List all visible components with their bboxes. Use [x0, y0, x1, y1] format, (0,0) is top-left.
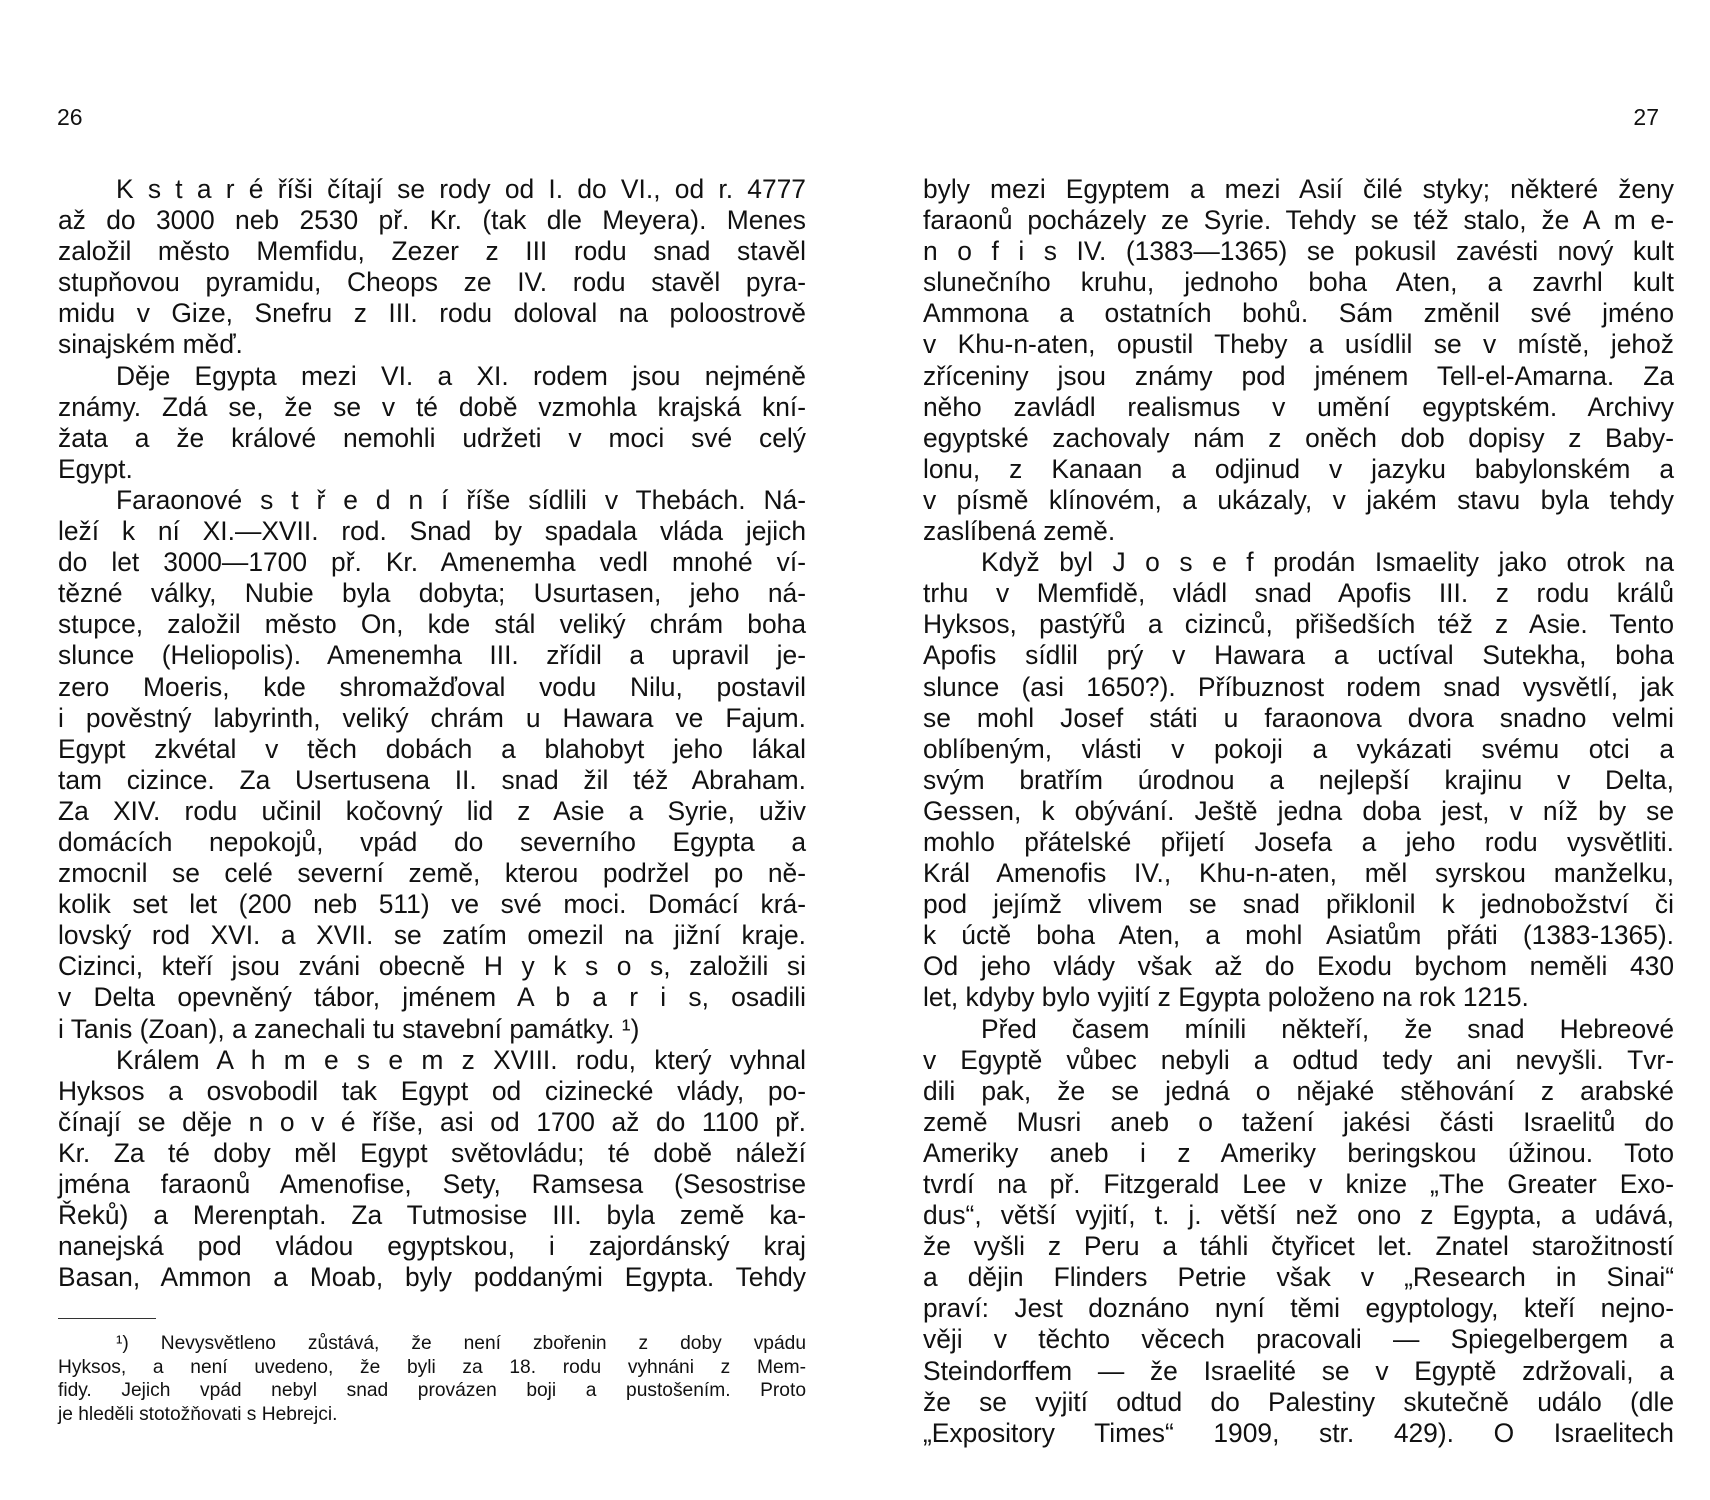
text-line: dili pak, že se jedná o nějaké stěhování z arabské	[923, 1075, 1674, 1106]
text-line: je hleděli stotožňovati s Hebrejci.	[58, 1403, 338, 1425]
text-line: fidy. Jejich vpád nebyl snad provázen boji a pustošením. Proto	[58, 1380, 806, 1401]
text-line: v písmě klínovém, a ukázaly, v jakém stavu byla tehdy	[923, 484, 1674, 515]
text-line: Gessen, k obývání. Ještě jedna doba jest, v níž by se	[923, 795, 1674, 826]
page-number: 27	[1633, 104, 1659, 130]
text-line: Králem A h m e s e m z XVIII. rodu, který vyhnal	[116, 1044, 806, 1075]
text-line: kolik set let (200 neb 511) ve své moci. Domácí krá-	[58, 889, 806, 920]
text-line: Hyksos a osvobodil tak Egypt od cizinecké vlády, po-	[58, 1075, 806, 1106]
text-line: a dějin Flinders Petrie však v „Research in Sinai“	[923, 1262, 1674, 1293]
text-line: i pověstný labyrinth, veliký chrám u Hawara ve Fajum.	[58, 702, 806, 733]
text-line: dus“, větší vyjití, t. j. větší než ono z Egypta, a udává,	[923, 1200, 1674, 1231]
text-line: že vyšli z Peru a táhli čtyřicet let. Znatel starožitností	[923, 1231, 1674, 1262]
text-line: Basan, Ammon a Moab, byly poddanými Egypta. Tehdy	[58, 1262, 806, 1293]
text-line: že se vyjití odtud do Palestiny skutečně událo (dle	[923, 1386, 1674, 1417]
text-line: až do 3000 neb 2530 př. Kr. (tak dle Meyera). Menes	[58, 205, 806, 236]
page-number: 26	[57, 104, 83, 130]
text-line: Steindorffem — že Israelité se v Egyptě zdržovali, a	[923, 1355, 1674, 1386]
page-body-text	[923, 174, 1674, 1449]
text-line: stupce, založil město On, kde stál veliký chrám boha	[58, 609, 806, 640]
text-line: známy. Zdá se, že se v té době vzmohla krajská kní-	[58, 391, 806, 422]
text-line: ¹) Nevysvětleno zůstává, že není zbořenin z doby vpádu	[116, 1333, 806, 1354]
text-line: lonu, z Kanaan a odjinud v jazyku babylonském a	[923, 453, 1674, 484]
text-line: jména faraonů Amenofise, Sety, Ramsesa (Sesostrise	[58, 1169, 806, 1199]
text-line: k úctě boha Aten, a mohl Asiatům přáti (1383-1365).	[923, 920, 1674, 951]
text-line: Když byl J o s e f prodán Ismaelity jako otrok na	[981, 547, 1674, 578]
text-line: slunečního kruhu, jednoho boha Aten, a zavrhl kult	[923, 267, 1674, 298]
text-line: žata a že králové nemohli udržeti v moci své celý	[58, 422, 806, 453]
text-line: praví: Jest doznáno nyní těmi egyptology, kteří nejno-	[923, 1293, 1674, 1324]
text-line: leží k ní XI.—XVII. rod. Snad by spadala vláda jejich	[58, 516, 806, 547]
text-line: stupňovou pyramidu, Cheops ze IV. rodu stavěl pyra-	[58, 267, 806, 298]
text-line: Ameriky aneb i z Ameriky beringskou úžinou. Toto	[923, 1137, 1674, 1168]
page-body-text	[58, 174, 806, 1293]
text-line: midu v Gize, Snefru z III. rodu doloval na poloostrově	[58, 298, 806, 329]
text-line: trhu v Memfidě, vládl snad Apofis III. z rodu králů	[923, 578, 1674, 609]
footnote	[58, 1332, 806, 1426]
text-line: let, kdyby bylo vyjití z Egypta položeno na rok 1215.	[923, 982, 1529, 1013]
text-line: Řeků) a Merenptah. Za Tutmosise III. byla země ka-	[58, 1200, 806, 1231]
footnote-rule	[58, 1318, 156, 1319]
text-line: Ammona a ostatních bohů. Sám změnil své jméno	[923, 298, 1674, 329]
text-line: Cizinci, kteří jsou zváni obecně H y k s o s, založili si	[58, 951, 806, 982]
text-line: Faraonové s t ř e d n í říše sídlili v Thebách. Ná-	[116, 484, 806, 515]
text-line: země Musri aneb o tažení jakési části Israelitů do	[923, 1106, 1674, 1137]
text-line: n o f i s IV. (1383—1365) se pokusil zavésti nový kult	[923, 236, 1674, 267]
text-line: mohlo přátelské přijetí Josefa a jeho rodu vysvětliti.	[923, 826, 1674, 857]
text-line: byly mezi Egyptem a mezi Asií čilé styky; některé ženy	[923, 174, 1674, 204]
text-line: sinajském měď.	[58, 329, 243, 360]
text-line: Za XIV. rodu učinil kočovný lid z Asie a Syrie, uživ	[58, 795, 806, 826]
text-line: Kr. Za té doby měl Egypt světovládu; té době náleží	[58, 1137, 806, 1168]
text-line: slunce (Heliopolis). Amenemha III. zřídil a upravil je-	[58, 640, 806, 671]
text-line: Od jeho vlády však až do Exodu bychom neměli 430	[923, 951, 1674, 982]
text-line: K s t a r é říši čítají se rody od I. do VI., od r. 4777	[116, 174, 806, 204]
text-line: čínají se děje n o v é říše, asi od 1700 až do 1100 př.	[58, 1106, 806, 1137]
text-line: Egypt zkvétal v těch dobách a blahobyt jeho lákal	[58, 733, 806, 764]
text-line: oblíbeným, vlásti v pokoji a vykázati svému otci a	[923, 733, 1674, 764]
text-line: Děje Egypta mezi VI. a XI. rodem jsou nejméně	[116, 360, 806, 391]
right-page	[855, 0, 1710, 1500]
text-line: se mohl Josef státi u faraonova dvora snadno velmi	[923, 702, 1674, 733]
text-line: něho zavládl realismus v umění egyptském. Archivy	[923, 391, 1674, 422]
text-line: Apofis sídlil prý v Hawara a uctíval Sutekha, boha	[923, 640, 1674, 671]
text-line: Egypt.	[58, 453, 133, 484]
text-line: v Khu-n-aten, opustil Theby a usídlil se v místě, jehož	[923, 329, 1674, 360]
text-line: zaslíbená země.	[923, 516, 1116, 547]
text-line: do let 3000—1700 př. Kr. Amenemha vedl mnohé ví-	[58, 547, 806, 578]
text-line: zmocnil se celé severní země, kterou podržel po ně-	[58, 858, 806, 889]
text-line: i Tanis (Zoan), a zanechali tu stavební památky. ¹)	[58, 1013, 640, 1044]
text-line: Král Amenofis IV., Khu-n-aten, měl syrskou manželku,	[923, 858, 1674, 889]
text-line: faraonů pocházely ze Syrie. Tehdy se též stalo, že A m e-	[923, 205, 1674, 236]
text-line: Hyksos, pastýřů a cizinců, přišedších též z Asie. Tento	[923, 609, 1674, 640]
text-line: zero Moeris, kde shromažďoval vodu Nilu, postavil	[58, 671, 806, 702]
text-line: založil město Memfidu, Zezer z III rodu snad stavěl	[58, 236, 806, 267]
text-line: tam cizince. Za Usertusena II. snad žil též Abraham.	[58, 764, 806, 795]
text-line: Před časem mínili někteří, že snad Hebreové	[981, 1013, 1674, 1044]
text-line: tězné války, Nubie byla dobyta; Usurtasen, jeho ná-	[58, 578, 806, 609]
text-line: domácích nepokojů, vpád do severního Egypta a	[58, 826, 806, 857]
text-line: „Expository Times“ 1909, str. 429). O Israelitech	[923, 1417, 1674, 1448]
text-line: pod jejímž vlivem se snad přiklonil k jednobožství či	[923, 889, 1674, 920]
text-line: slunce (asi 1650?). Příbuznost rodem snad vysvětlí, jak	[923, 671, 1674, 702]
text-line: nanejská pod vládou egyptskou, i zajordánský kraj	[58, 1231, 806, 1262]
text-line: v Delta opevněný tábor, jménem A b a r i s, osadili	[58, 982, 806, 1013]
text-line: Hyksos, a není uvedeno, že byli za 18. rodu vyhnáni z Mem-	[58, 1356, 806, 1378]
text-line: svým bratřím úrodnou a nejlepší krajinu v Delta,	[923, 764, 1674, 795]
text-line: tvrdí na př. Fitzgerald Lee v knize „The Greater Exo-	[923, 1169, 1674, 1199]
text-line: věji v těchto věcech pracovali — Spiegelbergem a	[923, 1324, 1674, 1355]
text-line: v Egyptě vůbec nebyli a odtud tedy ani nevyšli. Tvr-	[923, 1044, 1674, 1075]
text-line: egyptské zachovaly nám z oněch dob dopisy z Baby-	[923, 422, 1674, 453]
text-line: zříceniny jsou známy pod jménem Tell-el-Amarna. Za	[923, 360, 1674, 391]
text-line: lovský rod XVI. a XVII. se zatím omezil na jižní kraje.	[58, 920, 806, 951]
